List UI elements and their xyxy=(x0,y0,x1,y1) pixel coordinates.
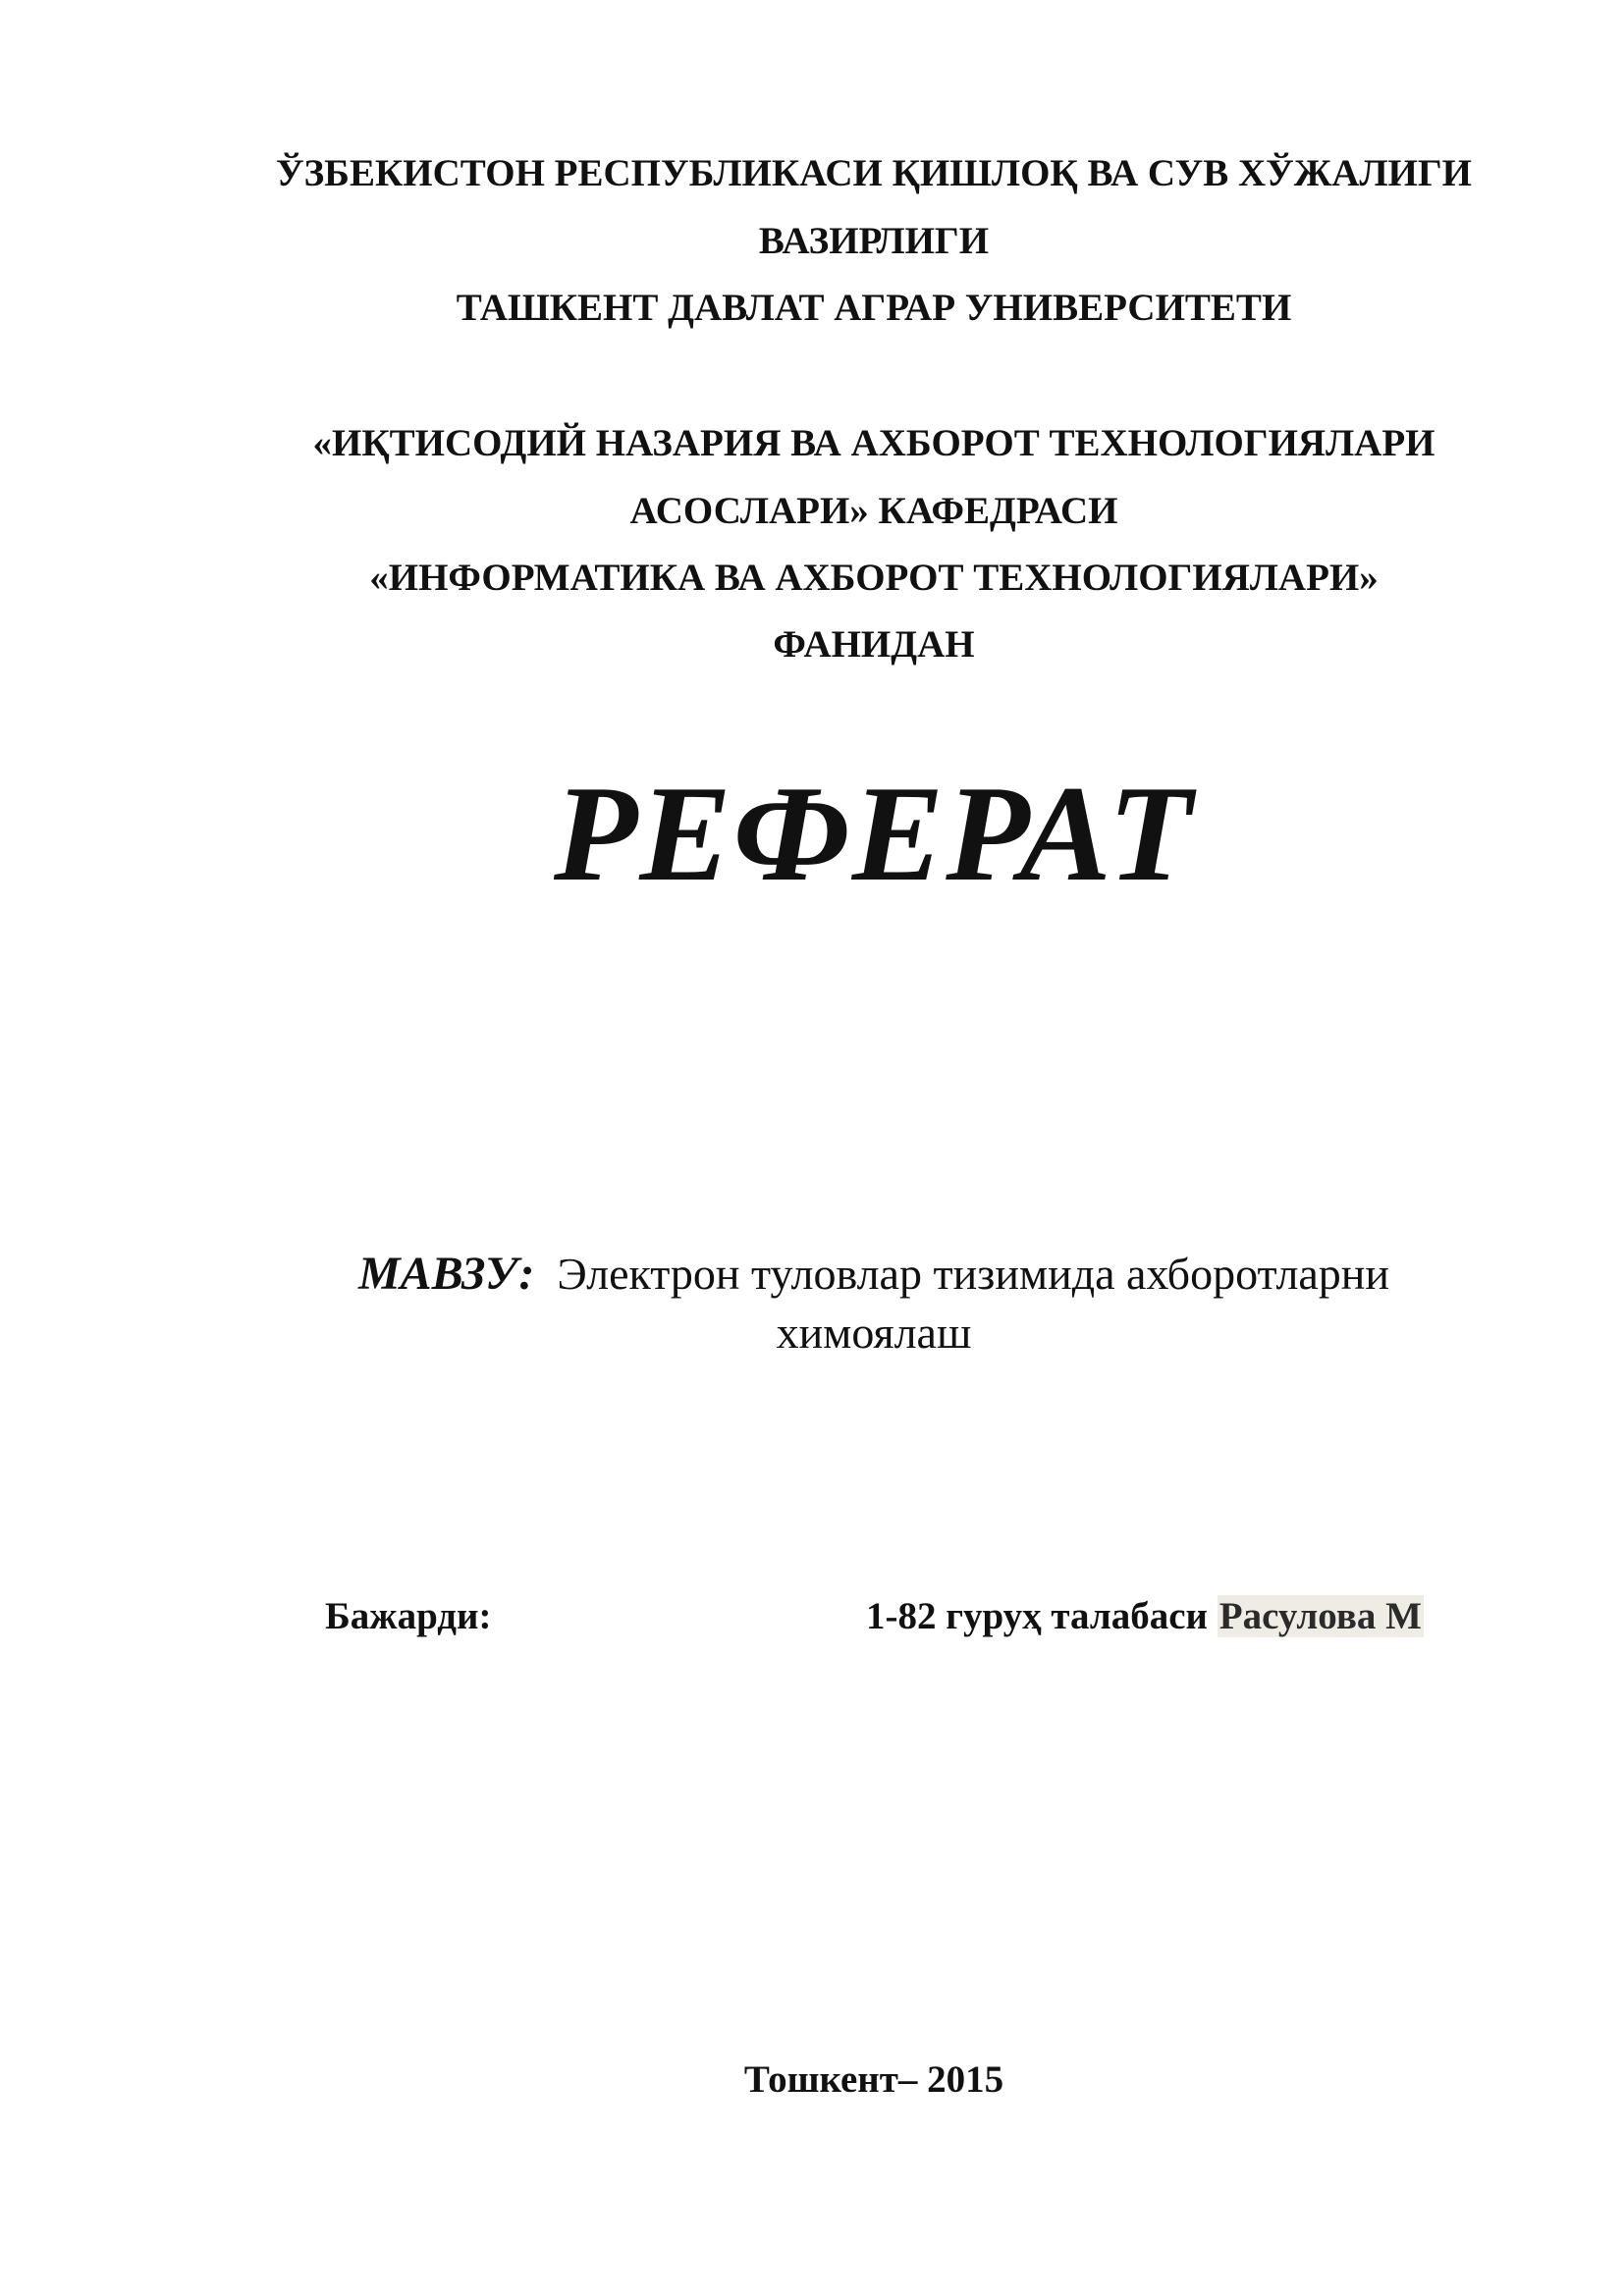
student-name: Расулова М xyxy=(1218,1595,1422,1637)
subject-name-line-1: «ИНФОРМАТИКА ВА АХБОРОТ ТЕХНОЛОГИЯЛАРИ» xyxy=(369,557,1379,599)
document-type-title: РЕФЕРАТ xyxy=(553,758,1195,910)
group-info: 1-82 гуруҳ талабаси xyxy=(866,1595,1209,1637)
subject-name-line-2: ФАНИДАН xyxy=(773,623,975,666)
ministry-title-line-1: ЎЗБЕКИСТОН РЕСПУБЛИКАСИ ҚИШЛОҚ ВА СУВ ХЎЖАЛИГИ xyxy=(275,152,1473,194)
city-year: Тошкент– 2015 xyxy=(743,2058,1004,2101)
topic-block xyxy=(309,1245,1438,1362)
department-name-line-1: «ИҚТИСОДИЙ НАЗАРИЯ ВА АХБОРОТ ТЕХНОЛОГИЯЛАРИ xyxy=(312,422,1435,464)
university-name: ТАШКЕНТ ДАВЛАТ АГРАР УНИВЕРСИТЕТИ xyxy=(456,287,1292,329)
ministry-title-line-2: ВАЗИРЛИГИ xyxy=(758,220,990,262)
performer-info xyxy=(866,1593,1424,1640)
topic-label: МАВЗУ: xyxy=(357,1248,535,1300)
topic-text: Электрон туловлар тизимида ахборотларни химоялаш xyxy=(557,1249,1390,1358)
performer-label: Бажарди: xyxy=(325,1595,492,1637)
department-name-line-2: АСОСЛАРИ» КАФЕДРАСИ xyxy=(629,490,1118,532)
